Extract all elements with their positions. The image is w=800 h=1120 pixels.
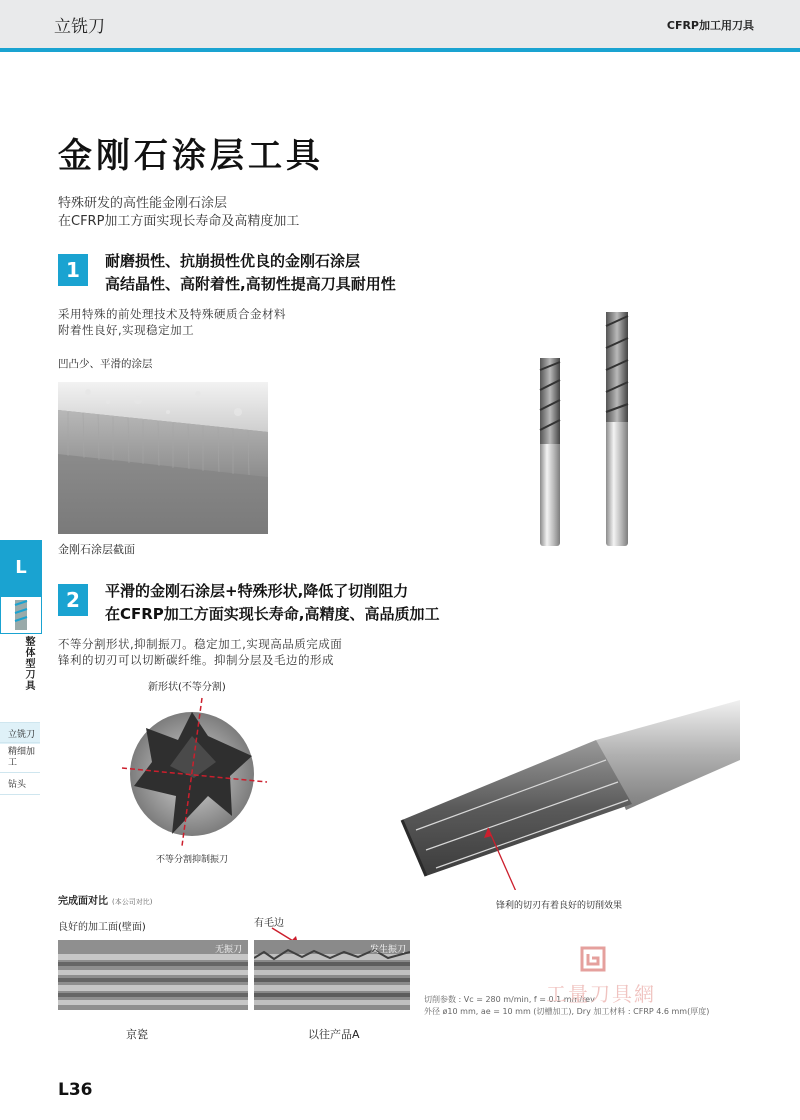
chatter-tag: 发生振刀 (369, 945, 406, 955)
cutting-params-line-2: 外径 ø10 mm, ae = 10 mm (切槽加工), Dry 加工材料 : CFRP 4.6 mm(厚度) (424, 1007, 710, 1016)
sharp-edge-note: 锋利的切刃有着良好的切削效果 (496, 901, 623, 911)
sidebar-item-fine-machining[interactable]: 精细加工 (0, 742, 40, 773)
section1-heading-2: 高结晶性、高附着性,高韧性提高刀具耐用性 (105, 275, 396, 293)
unequal-flute-cross-section (112, 696, 272, 846)
lead-line-2: 在CFRP加工方面实现长寿命及高精度加工 (58, 214, 300, 229)
section2-body-2: 锋利的切刃可以切断碳纤维。抑制分层及毛边的形成 (58, 653, 334, 667)
page-title: 金刚石涂层工具 (58, 136, 324, 176)
cutting-edge-photo (396, 700, 740, 890)
cutting-params-line-1: 切削参数 : Vc = 280 m/min, f = 0.1 mm/rev (424, 995, 595, 1004)
new-shape-label: 新形状(不等分割) (148, 682, 226, 693)
no-chatter-tag: 无振刀 (214, 945, 242, 955)
comparison-subtitle: 良好的加工面(壁面) (58, 922, 146, 933)
watermark-text: 工量刀具網 (546, 982, 656, 1006)
section1-body-1: 采用特殊的前处理技术及特殊硬质合金材料 (58, 307, 286, 321)
section2-number-badge: 2 (58, 584, 88, 616)
coating-caption-bottom: 金刚石涂层截面 (58, 543, 135, 556)
unequal-split-note: 不等分割抑制振刀 (156, 855, 229, 865)
section2-body-1: 不等分割形状,抑制振刀。稳定加工,实现高品质完成面 (58, 637, 343, 651)
sidebar-tab-letter[interactable]: L (0, 540, 42, 596)
burr-label: 有毛边 (254, 918, 284, 929)
sidebar-item-end-mill[interactable]: 立铣刀 (0, 722, 40, 744)
section2-heading-2: 在CFRP加工方面实现长寿命,高精度、高品质加工 (105, 605, 440, 623)
section1-heading-1: 耐磨损性、抗崩损性优良的金刚石涂层 (105, 252, 361, 270)
sidebar-item-drill[interactable]: 钻头 (0, 772, 40, 795)
section1-body-2: 附着性良好,实现稳定加工 (58, 323, 195, 337)
solid-tool-icon (0, 596, 42, 634)
previous-product-caption: 以往产品A (308, 1028, 360, 1041)
section1-number-badge: 1 (58, 254, 88, 286)
comparison-title-note: (本公司对比) (112, 898, 153, 906)
comparison-title (58, 892, 152, 907)
kyocera-caption: 京瓷 (126, 1028, 148, 1041)
comparison-title-text: 完成面对比 (58, 896, 108, 907)
header-category: 立铣刀 (54, 17, 105, 37)
page-number: L36 (58, 1080, 93, 1100)
lead-line-1: 特殊研发的高性能金刚石涂层 (58, 196, 228, 211)
coating-cross-section-image (58, 382, 268, 534)
coating-caption-top: 凹凸少、平滑的涂层 (58, 358, 153, 370)
watermark-logo-icon (578, 944, 608, 974)
sidebar-vertical-label: 整体型刀具 (23, 636, 34, 691)
header-section: CFRP加工用刀具 (666, 19, 754, 32)
section2-heading-1: 平滑的金刚石涂层+特殊形状,降低了切削阻力 (105, 582, 409, 600)
header-accent-line (0, 48, 800, 52)
end-mill-photo (528, 300, 648, 552)
